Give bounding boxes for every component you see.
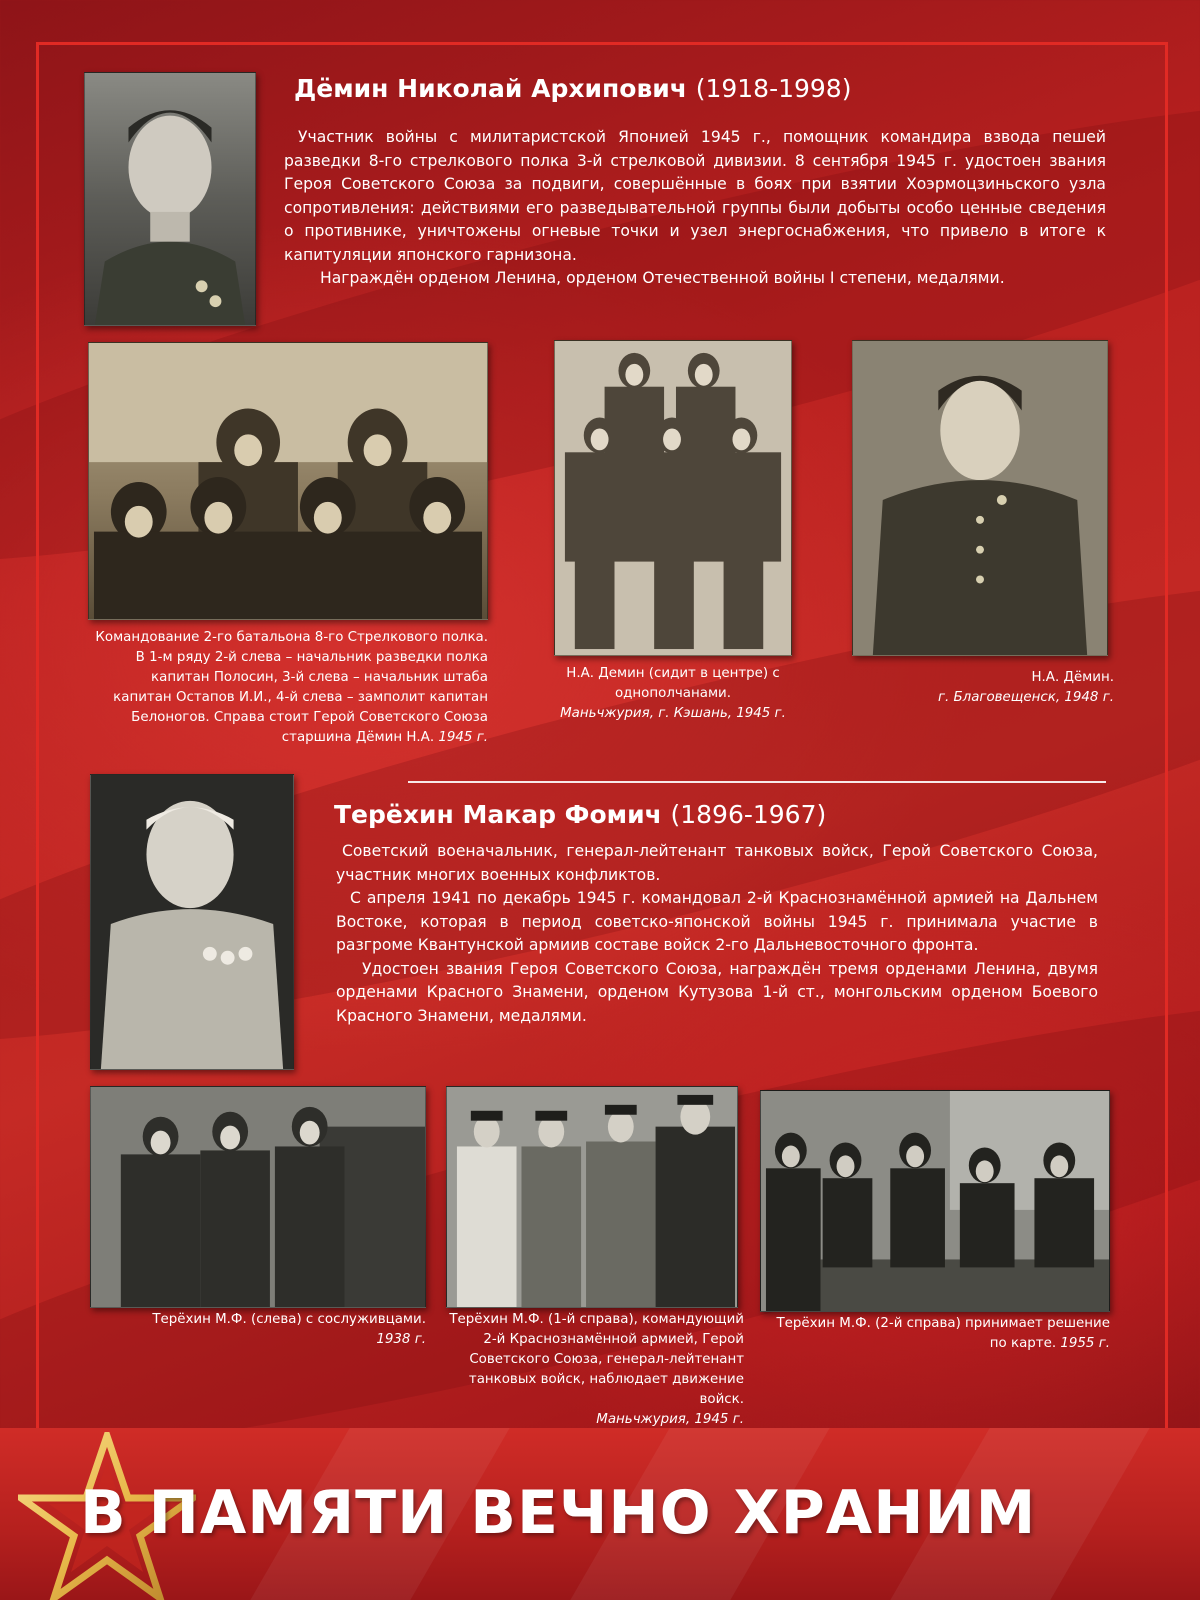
banner-title: В ПАМЯТИ ВЕЧНО ХРАНИМ	[80, 1478, 1037, 1548]
person1-bio-paragraph: Награждён орденом Ленина, орденом Отечественной войны I степени, медалями.	[320, 269, 1005, 287]
person2-years: (1896-1967)	[670, 800, 827, 829]
photo-demin-1948	[852, 340, 1108, 656]
portrait-demin	[84, 72, 256, 326]
person1-years: (1918-1998)	[695, 74, 852, 103]
caption-date: Маньчжурия, г. Кэшань, 1945 г.	[560, 706, 786, 721]
portrait-terekhin	[90, 774, 294, 1070]
person2-biography	[336, 840, 1098, 1028]
caption-date: 1955 г.	[1060, 1336, 1110, 1351]
photo-terekhin-manchuria	[446, 1086, 738, 1308]
person1-biography	[284, 126, 1106, 291]
photo-demin-with-comrades	[554, 340, 792, 656]
person2-name: Терёхин Макар Фомич	[334, 800, 662, 829]
caption-text: Н.А. Дёмин.	[1031, 670, 1114, 685]
person2-heading	[334, 800, 826, 829]
person2-bio-paragraph: С апреля 1941 по декабрь 1945 г. командовал 2-й Краснознамённой армией на Дальнем Востоке, которая в период советско-японской войны 1945 г. принимала участие в разгроме Квантунской армиив составе войск 2-го Дальневосточного фронта.	[336, 889, 1098, 954]
person1-bio-paragraph: Участник войны с милитаристской Японией 1945 г., помощник командира взвода пешей разведки 8-го стрелкового полка 3-й стрелковой дивизии. 8 сентября 1945 г. удостоен звания Героя Советского Союза за подвиги, совершённые в боях при взятии Хоэрмоцзиньского узла сопротивления: действиями его разведывательной группы были добыты особо ценные сведения о противнике, уничтожены огневые точки и узел энергоснабжения, что привело в итоге к капитуляции японского гарнизона.	[284, 128, 1106, 264]
caption-terekhin-manchuria	[440, 1310, 744, 1430]
caption-battalion-command	[90, 628, 488, 748]
caption-text: Терёхин М.Ф. (слева) с сослуживцами.	[152, 1312, 426, 1327]
photo-battalion-command	[88, 342, 488, 620]
caption-text: Терёхин М.Ф. (1-й справа), командующий 2-й Краснознамённой армией, Герой Советского Союза, генерал-лейтенант танковых войск, наблюдает движение войск.	[449, 1312, 744, 1407]
caption-text: Командование 2-го батальона 8-го Стрелкового полка. В 1-м ряду 2-й слева – начальник разведки полка капитан Полосин, 3-й слева – начальник штаба капитан Остапов И.И., 4-й слева – замполит капитан Белоногов. Справа стоит Герой Советского Союза старшина Дёмин Н.А.	[95, 630, 488, 745]
caption-text: Терёхин М.Ф. (2-й справа) принимает решение по карте.	[776, 1316, 1110, 1351]
section-divider	[408, 781, 1106, 783]
caption-terekhin-map	[760, 1314, 1110, 1354]
person2-bio-paragraph: Удостоен звания Героя Советского Союза, награждён тремя орденами Ленина, двумя орденами Красного Знамени, орденом Кутузова 1-й ст., монгольским орденом Боевого Красного Знамени, медалями.	[336, 959, 1098, 1025]
caption-text: Н.А. Демин (сидит в центре) с однополчанами.	[566, 666, 780, 701]
photo-terekhin-map	[760, 1090, 1110, 1312]
caption-terekhin-1938	[90, 1310, 426, 1350]
caption-date: 1945 г.	[438, 730, 488, 745]
person2-bio-paragraph: Советский военачальник, генерал-лейтенант танковых войск, Герой Советского Союза, участник многих военных конфликтов.	[336, 842, 1098, 884]
person1-heading	[294, 74, 851, 103]
photo-terekhin-1938	[90, 1086, 426, 1308]
caption-demin-1948	[852, 668, 1114, 708]
caption-demin-with-comrades	[548, 664, 798, 724]
person1-name: Дёмин Николай Архипович	[294, 74, 687, 103]
caption-date: Маньчжурия, 1945 г.	[596, 1412, 744, 1427]
caption-date: г. Благовещенск, 1948 г.	[937, 690, 1114, 705]
caption-date: 1938 г.	[376, 1332, 426, 1347]
